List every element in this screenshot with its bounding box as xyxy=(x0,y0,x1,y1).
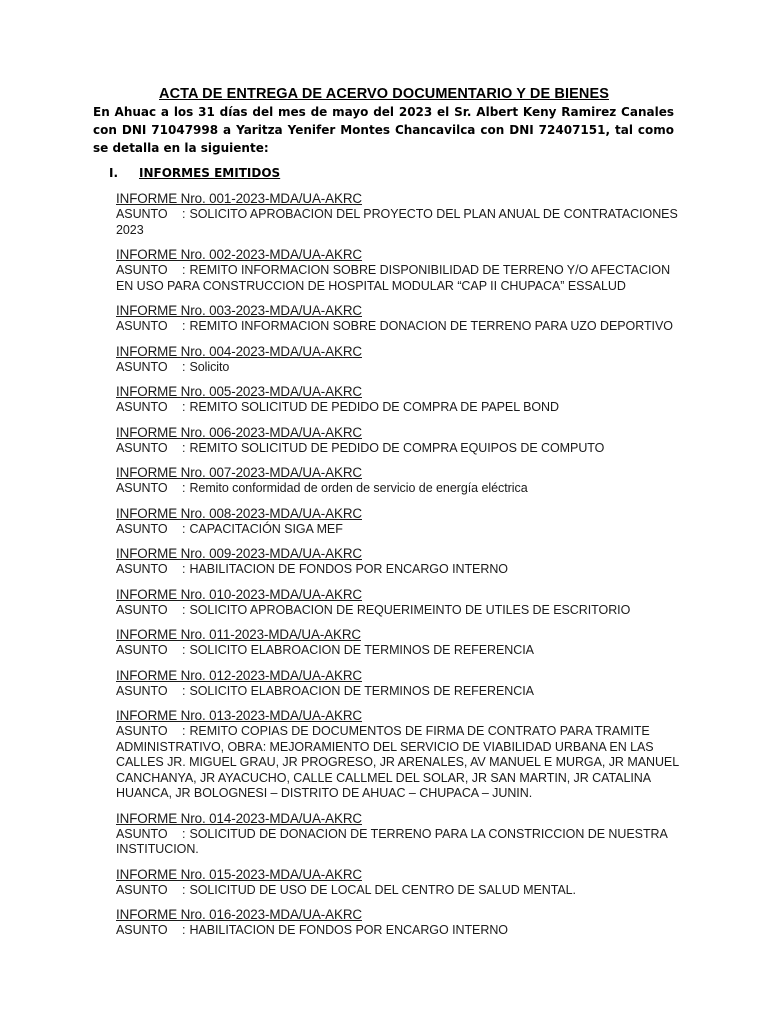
informe-asunto xyxy=(116,684,681,700)
asunto-separator: : xyxy=(182,481,186,495)
informe-asunto xyxy=(116,603,681,619)
informe-code: INFORME Nro. 002-2023-MDA/UA-AKRC xyxy=(116,247,362,262)
asunto-label: ASUNTO xyxy=(116,263,168,277)
asunto-label: ASUNTO xyxy=(116,643,168,657)
asunto-separator: : xyxy=(182,826,186,841)
asunto-separator: : xyxy=(182,207,186,221)
asunto-label: ASUNTO xyxy=(116,481,168,495)
informe-entry xyxy=(116,303,681,335)
informe-asunto xyxy=(116,207,681,238)
informe-code: INFORME Nro. 013-2023-MDA/UA-AKRC xyxy=(116,708,362,723)
asunto-text: HABILITACION DE FONDOS POR ENCARGO INTERNO xyxy=(189,562,508,576)
asunto-text: REMITO INFORMACION SOBRE DISPONIBILIDAD DE TERRENO Y/O AFECTACION EN USO PARA CONSTRUCCION DE HOSPITAL MODULAR “CAP II CHUPACA” ESSALUD xyxy=(116,263,671,293)
informe-asunto xyxy=(116,319,681,335)
asunto-label: ASUNTO xyxy=(116,207,168,221)
section-heading xyxy=(109,166,280,180)
asunto-separator: : xyxy=(182,521,186,536)
asunto-label: ASUNTO xyxy=(116,602,168,617)
informe-asunto xyxy=(116,923,681,939)
informe-code: INFORME Nro. 005-2023-MDA/UA-AKRC xyxy=(116,384,362,399)
informe-code: INFORME Nro. 007-2023-MDA/UA-AKRC xyxy=(116,465,362,480)
asunto-label: ASUNTO xyxy=(116,882,168,897)
informe-asunto xyxy=(116,643,681,659)
section-label: INFORMES EMITIDOS xyxy=(139,166,281,180)
asunto-label: ASUNTO xyxy=(116,521,168,536)
asunto-text: REMITO SOLICITUD DE PEDIDO DE COMPRA EQUIPOS DE COMPUTO xyxy=(189,440,605,455)
asunto-separator: : xyxy=(182,724,186,738)
informe-entry xyxy=(116,668,681,700)
asunto-text: Remito conformidad de orden de servicio de energía eléctrica xyxy=(189,481,528,495)
asunto-text: SOLICITUD DE USO DE LOCAL DEL CENTRO DE SALUD MENTAL. xyxy=(189,882,576,897)
document-title: ACTA DE ENTREGA DE ACERVO DOCUMENTARIO Y DE BIENES xyxy=(159,86,609,102)
asunto-label: ASUNTO xyxy=(116,826,168,841)
informe-asunto xyxy=(116,360,681,376)
informe-code: INFORME Nro. 012-2023-MDA/UA-AKRC xyxy=(116,667,362,683)
asunto-text: Solicito xyxy=(189,359,230,374)
informe-asunto xyxy=(116,441,681,457)
asunto-label: ASUNTO xyxy=(116,724,168,738)
asunto-separator: : xyxy=(182,359,186,374)
informe-entry xyxy=(116,506,681,538)
informe-code: INFORME Nro. 003-2023-MDA/UA-AKRC xyxy=(116,303,362,318)
asunto-separator: : xyxy=(182,882,186,897)
asunto-text: SOLICITO APROBACION DEL PROYECTO DEL PLAN ANUAL DE CONTRATACIONES 2023 xyxy=(116,207,678,237)
asunto-label: ASUNTO xyxy=(116,319,168,333)
asunto-label: ASUNTO xyxy=(116,440,168,455)
asunto-text: REMITO INFORMACION SOBRE DONACION DE TERRENO PARA UZO DEPORTIVO xyxy=(189,319,673,333)
asunto-separator: : xyxy=(182,562,186,576)
informe-asunto xyxy=(116,522,681,538)
informe-entry xyxy=(116,708,681,802)
asunto-separator: : xyxy=(182,683,186,698)
asunto-separator: : xyxy=(182,400,186,414)
informe-entry xyxy=(116,247,681,294)
informe-entry xyxy=(116,425,681,457)
asunto-label: ASUNTO xyxy=(116,562,168,576)
informe-asunto xyxy=(116,883,681,899)
informe-asunto xyxy=(116,562,681,578)
informes-list xyxy=(116,191,681,948)
informe-code: INFORME Nro. 006-2023-MDA/UA-AKRC xyxy=(116,424,362,440)
informe-code: INFORME Nro. 009-2023-MDA/UA-AKRC xyxy=(116,546,362,561)
asunto-text: SOLICITO ELABROACION DE TERMINOS DE REFERENCIA xyxy=(189,683,534,698)
informe-code: INFORME Nro. 008-2023-MDA/UA-AKRC xyxy=(116,505,362,521)
asunto-text: SOLICITUD DE DONACION DE TERRENO PARA LA CONSTRICCION DE NUESTRA INSTITUCION. xyxy=(116,826,668,856)
asunto-separator: : xyxy=(182,923,186,937)
informe-asunto xyxy=(116,827,681,858)
informe-entry xyxy=(116,344,681,376)
informe-entry xyxy=(116,867,681,899)
informe-entry xyxy=(116,191,681,238)
asunto-text: SOLICITO APROBACION DE REQUERIMEINTO DE UTILES DE ESCRITORIO xyxy=(189,602,631,617)
informe-entry xyxy=(116,546,681,578)
asunto-label: ASUNTO xyxy=(116,683,168,698)
asunto-separator: : xyxy=(182,643,186,657)
asunto-label: ASUNTO xyxy=(116,923,168,937)
informe-code: INFORME Nro. 014-2023-MDA/UA-AKRC xyxy=(116,810,362,826)
informe-asunto xyxy=(116,724,681,802)
informe-code: INFORME Nro. 011-2023-MDA/UA-AKRC xyxy=(116,627,361,642)
informe-entry xyxy=(116,627,681,659)
informe-code: INFORME Nro. 016-2023-MDA/UA-AKRC xyxy=(116,907,362,922)
informe-entry xyxy=(116,907,681,939)
asunto-separator: : xyxy=(182,263,186,277)
asunto-text: CAPACITACIÓN SIGA MEF xyxy=(189,521,343,536)
informe-asunto xyxy=(116,481,681,497)
asunto-text: REMITO COPIAS DE DOCUMENTOS DE FIRMA DE CONTRATO PARA TRAMITE ADMINISTRATIVO, OBRA: MEJORAMIENTO DEL SERVICIO DE VIABILIDAD URBANA EN LAS CALLES JR. MIGUEL GRAU, JR PROGRESO, JR ARENALES, AV MANUEL E MURGA, JR MANUEL CANCHANYA, JR AYACUCHO, CALLE CALLMEL DEL SOLAR, JR SAN MARTIN, JR CATALINA HUANCA, JR BOLOGNESI – DISTRITO DE AHUAC – CHUPACA – JUNIN. xyxy=(116,724,679,800)
section-number: I. xyxy=(109,166,119,180)
informe-asunto xyxy=(116,400,681,416)
informe-entry xyxy=(116,465,681,497)
asunto-text: SOLICITO ELABROACION DE TERMINOS DE REFERENCIA xyxy=(189,643,534,657)
asunto-label: ASUNTO xyxy=(116,359,168,374)
informe-entry xyxy=(116,384,681,416)
asunto-separator: : xyxy=(182,319,186,333)
asunto-separator: : xyxy=(182,602,186,617)
informe-code: INFORME Nro. 001-2023-MDA/UA-AKRC xyxy=(116,191,362,206)
informe-code: INFORME Nro. 004-2023-MDA/UA-AKRC xyxy=(116,343,362,359)
asunto-text: REMITO SOLICITUD DE PEDIDO DE COMPRA DE PAPEL BOND xyxy=(189,400,559,414)
asunto-text: HABILITACION DE FONDOS POR ENCARGO INTERNO xyxy=(189,923,508,937)
asunto-label: ASUNTO xyxy=(116,400,168,414)
informe-asunto xyxy=(116,263,681,294)
informe-entry xyxy=(116,587,681,619)
informe-code: INFORME Nro. 015-2023-MDA/UA-AKRC xyxy=(116,866,362,882)
asunto-separator: : xyxy=(182,440,186,455)
informe-code: INFORME Nro. 010-2023-MDA/UA-AKRC xyxy=(116,586,362,602)
intro-paragraph: En Ahuac a los 31 días del mes de mayo del 2023 el Sr. Albert Keny Ramirez Canales con DNI 71047998 a Yaritza Yenifer Montes Chancavilca con DNI 72407151, tal como se detalla en la siguiente: xyxy=(93,105,674,155)
informe-entry xyxy=(116,811,681,858)
